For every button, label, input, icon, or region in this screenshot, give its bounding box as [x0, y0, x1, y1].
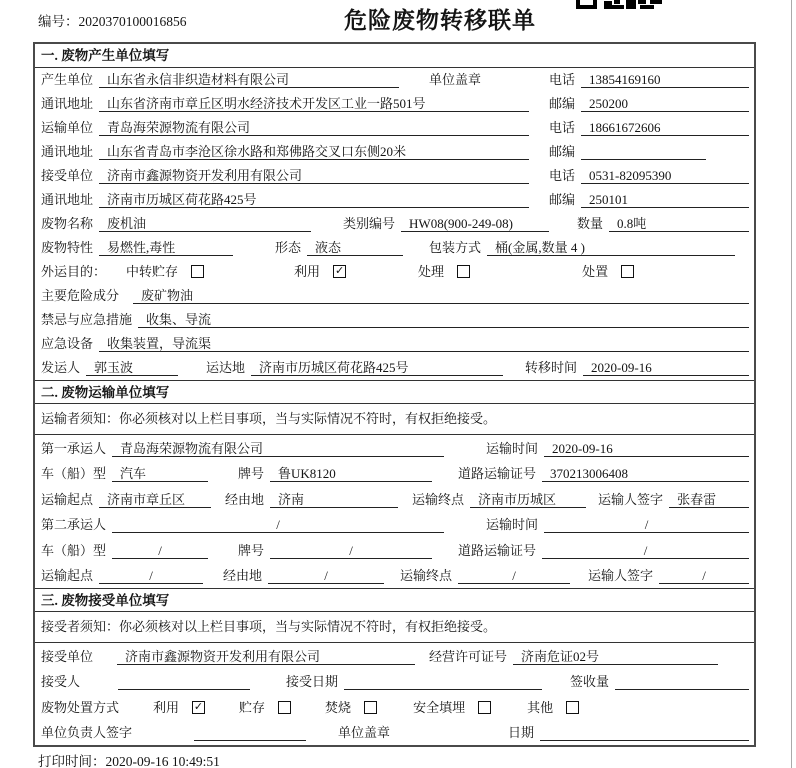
dest-value: 济南市历城区荷花路425号 — [251, 360, 503, 376]
carrier2-value: / — [112, 517, 444, 533]
category-value: HW08(900-249-08) — [401, 216, 549, 232]
trans-time-label: 运输时间 — [486, 517, 539, 532]
transporter-phone-value: 18661672606 — [581, 120, 749, 136]
unit-seal-label: 单位盖章 — [338, 725, 391, 740]
row-taboo — [35, 308, 754, 332]
row-carrier1 — [35, 435, 754, 461]
address-label: 通讯地址 — [41, 96, 94, 111]
checkbox-disposal-landfill — [478, 701, 491, 714]
phone-label: 电话 — [548, 120, 575, 135]
trans-time2-value: / — [544, 517, 749, 533]
via-label: 经由地 — [225, 491, 265, 507]
purpose-label: 外运目的： — [41, 264, 107, 279]
checkbox-disposal-other — [566, 701, 579, 714]
plate2-value: / — [270, 543, 432, 559]
disposal-landfill-label: 安全填埋 — [413, 699, 466, 715]
accept-date-value — [344, 674, 542, 690]
serial-value: 2020370100016856 — [78, 14, 187, 29]
disposal-burn-label: 焚烧 — [325, 699, 352, 715]
date-value — [540, 725, 749, 741]
recipient-label: 接受人 — [41, 674, 81, 689]
row-accept-unit — [35, 643, 754, 669]
end1-value: 济南市历城区 — [470, 492, 586, 508]
section2-notice: 运输者须知：你必须核对以上栏目事项，当与实际情况不符时，有权拒绝接受。 — [35, 404, 754, 435]
hazard-value: 废矿物油 — [133, 288, 749, 304]
form-value: 液态 — [307, 240, 403, 256]
row-transporter — [35, 116, 754, 140]
license-label: 经营许可证号 — [429, 648, 508, 664]
sign1-value: 张春雷 — [669, 492, 749, 508]
checkbox-disposal-burn — [364, 701, 377, 714]
print-time-value: 2020-09-16 10:49:51 — [105, 754, 220, 768]
row-waste-name — [35, 212, 754, 236]
receiver-zip-value: 250101 — [581, 192, 749, 208]
taboo-label: 禁忌与应急措施 — [41, 312, 133, 327]
date-label: 日期 — [508, 725, 535, 740]
row-purpose — [35, 260, 754, 284]
vehicle2-value: / — [112, 543, 208, 559]
row-hazard — [35, 284, 754, 308]
row-producer-address — [35, 92, 754, 116]
row-route1 — [35, 486, 754, 512]
producer-phone-value: 13854169160 — [581, 72, 749, 88]
phone-label: 电话 — [548, 72, 575, 87]
phone-label: 电话 — [548, 168, 575, 183]
serial-label: 编号： — [38, 14, 79, 29]
shipper-value: 郭玉波 — [86, 360, 178, 376]
plate-label: 牌号 — [238, 542, 265, 558]
packing-value: 桶(金属,数量 4 ) — [487, 240, 735, 256]
row-vehicle2 — [35, 537, 754, 563]
vehicle1-value: 汽车 — [112, 466, 208, 482]
via-label: 经由地 — [223, 568, 263, 583]
carrier1-label: 第一承运人 — [41, 440, 107, 456]
plate-label: 牌号 — [238, 466, 265, 481]
purpose-treat-label: 处理 — [418, 264, 445, 279]
road-permit-label: 道路运输证号 — [458, 542, 537, 558]
carrier-sign-label: 运输人签字 — [598, 491, 664, 507]
disposal-use-label: 利用 — [153, 699, 180, 715]
carrier2-label: 第二承运人 — [41, 517, 107, 532]
origin1-value: 济南市章丘区 — [99, 492, 211, 508]
page-title: 危险废物转移联单 — [344, 8, 536, 33]
dest-label: 运达地 — [206, 360, 246, 375]
checkbox-purpose-transfer — [191, 265, 204, 278]
trans-time-label: 运输时间 — [486, 440, 539, 456]
purpose-use-label: 利用 — [294, 264, 321, 279]
carrier-sign-label: 运输人签字 — [588, 568, 654, 583]
origin2-value: / — [99, 568, 203, 584]
section2-header: 二. 废物运输单位填写 — [35, 380, 754, 404]
section1-header: 一. 废物产生单位填写 — [35, 44, 754, 68]
end2-value: / — [458, 568, 570, 584]
page-edge-line — [791, 0, 792, 768]
checkbox-disposal-store — [278, 701, 291, 714]
equip-value: 收集装置，导流渠 — [99, 336, 749, 352]
packing-label: 包装方式 — [429, 240, 482, 255]
road-permit1-value: 370213006408 — [542, 466, 749, 482]
row-equipment — [35, 332, 754, 356]
row-carrier2 — [35, 512, 754, 538]
purpose-dispose-label: 处置 — [582, 264, 609, 279]
checkbox-disposal-use: ✓ — [193, 700, 204, 713]
receiver-value: 济南市鑫源物资开发利用有限公司 — [99, 168, 529, 184]
transporter-zip-value — [581, 144, 706, 160]
recipient-value — [118, 674, 250, 690]
responsible-sign-value — [194, 725, 306, 741]
vehicle-label: 车（船）型 — [41, 466, 107, 481]
receiver-label: 接受单位 — [41, 168, 94, 183]
taboo-value: 收集、导流 — [138, 312, 749, 328]
carrier1-value: 青岛海荣源物流有限公司 — [112, 441, 444, 457]
accept-date-label: 接受日期 — [286, 674, 339, 689]
sign2-value: / — [659, 568, 749, 584]
waste-name-value: 废机油 — [99, 216, 311, 232]
via2-value: / — [268, 568, 384, 584]
transfer-form-table — [33, 42, 756, 747]
form-label: 形态 — [275, 240, 302, 255]
producer-value: 山东省永信非织造材料有限公司 — [99, 72, 399, 88]
transfer-date-value: 2020-09-16 — [583, 360, 749, 376]
section3-notice: 接受者须知：你必须核对以上栏目事项，当与实际情况不符时，有权拒绝接受。 — [35, 612, 754, 643]
equip-label: 应急设备 — [41, 336, 94, 351]
row-receiver — [35, 164, 754, 188]
qty-label: 数量 — [577, 216, 604, 231]
address-label: 通讯地址 — [41, 192, 94, 207]
receiver-phone-value: 0531-82095390 — [581, 168, 749, 184]
character-value: 易燃性,毒性 — [99, 240, 233, 256]
row-signatures — [35, 720, 754, 746]
zip-label: 邮编 — [548, 144, 575, 159]
disposal-store-label: 贮存 — [239, 699, 266, 715]
license-value: 济南危证02号 — [513, 649, 718, 665]
transporter-address-value: 山东省青岛市李沧区徐水路和郑佛路交叉口东侧20米 — [99, 144, 529, 160]
origin-label: 运输起点 — [41, 568, 94, 583]
road-permit2-value: / — [542, 543, 749, 559]
shipper-label: 发运人 — [41, 360, 81, 375]
disposal-label: 废物处置方式 — [41, 699, 120, 715]
plate1-value: 鲁UK8120 — [270, 466, 432, 482]
disposal-other-label: 其他 — [527, 699, 554, 715]
transporter-label: 运输单位 — [41, 120, 94, 135]
seal-label: 单位盖章 — [429, 72, 482, 87]
endpoint-label: 运输终点 — [412, 491, 465, 507]
producer-address-value: 山东省济南市章丘区明水经济技术开发区工业一路501号 — [99, 96, 529, 112]
row-waste-character — [35, 236, 754, 260]
origin-label: 运输起点 — [41, 491, 94, 507]
zip-label: 邮编 — [548, 96, 575, 111]
trans-time1-value: 2020-09-16 — [544, 441, 749, 457]
character-label: 废物特性 — [41, 240, 94, 255]
qty-value: 0.8吨 — [609, 216, 749, 232]
producer-label: 产生单位 — [41, 72, 94, 87]
transporter-value: 青岛海荣源物流有限公司 — [99, 120, 529, 136]
category-label: 类别编号 — [343, 216, 396, 231]
responsible-sign-label: 单位负责人签字 — [41, 725, 133, 740]
amount-value — [615, 674, 749, 690]
checkbox-purpose-treat — [457, 265, 470, 278]
zip-label: 邮编 — [548, 192, 575, 207]
qr-code-fragment-icon — [576, 0, 662, 10]
hazard-label: 主要危险成分 — [41, 288, 120, 303]
endpoint-label: 运输终点 — [400, 568, 453, 583]
row-route2 — [35, 563, 754, 589]
purpose-transfer-label: 中转贮存 — [126, 264, 179, 279]
receiver-address-value: 济南市历城区荷花路425号 — [99, 192, 529, 208]
row-transporter-address — [35, 140, 754, 164]
vehicle-label: 车（船）型 — [41, 542, 107, 558]
print-time-label: 打印时间： — [38, 754, 106, 768]
row-disposal — [35, 694, 754, 720]
row-vehicle1 — [35, 461, 754, 487]
accept-unit-label: 接受单位 — [41, 648, 94, 664]
transfer-date-label: 转移时间 — [525, 360, 578, 375]
road-permit-label: 道路运输证号 — [458, 466, 537, 481]
producer-zip-value: 250200 — [581, 96, 749, 112]
accept-unit-value: 济南市鑫源物资开发利用有限公司 — [117, 649, 415, 665]
row-recipient — [35, 669, 754, 695]
section3-header: 三. 废物接受单位填写 — [35, 588, 754, 612]
print-time — [38, 750, 220, 768]
amount-label: 签收量 — [570, 674, 610, 689]
row-producer — [35, 68, 754, 92]
row-shipper — [35, 356, 754, 380]
row-receiver-address — [35, 188, 754, 212]
address-label: 通讯地址 — [41, 144, 94, 159]
waste-name-label: 废物名称 — [41, 216, 94, 231]
checkbox-purpose-dispose — [621, 265, 634, 278]
via1-value: 济南 — [270, 492, 398, 508]
checkbox-purpose-use: ✓ — [334, 265, 345, 277]
